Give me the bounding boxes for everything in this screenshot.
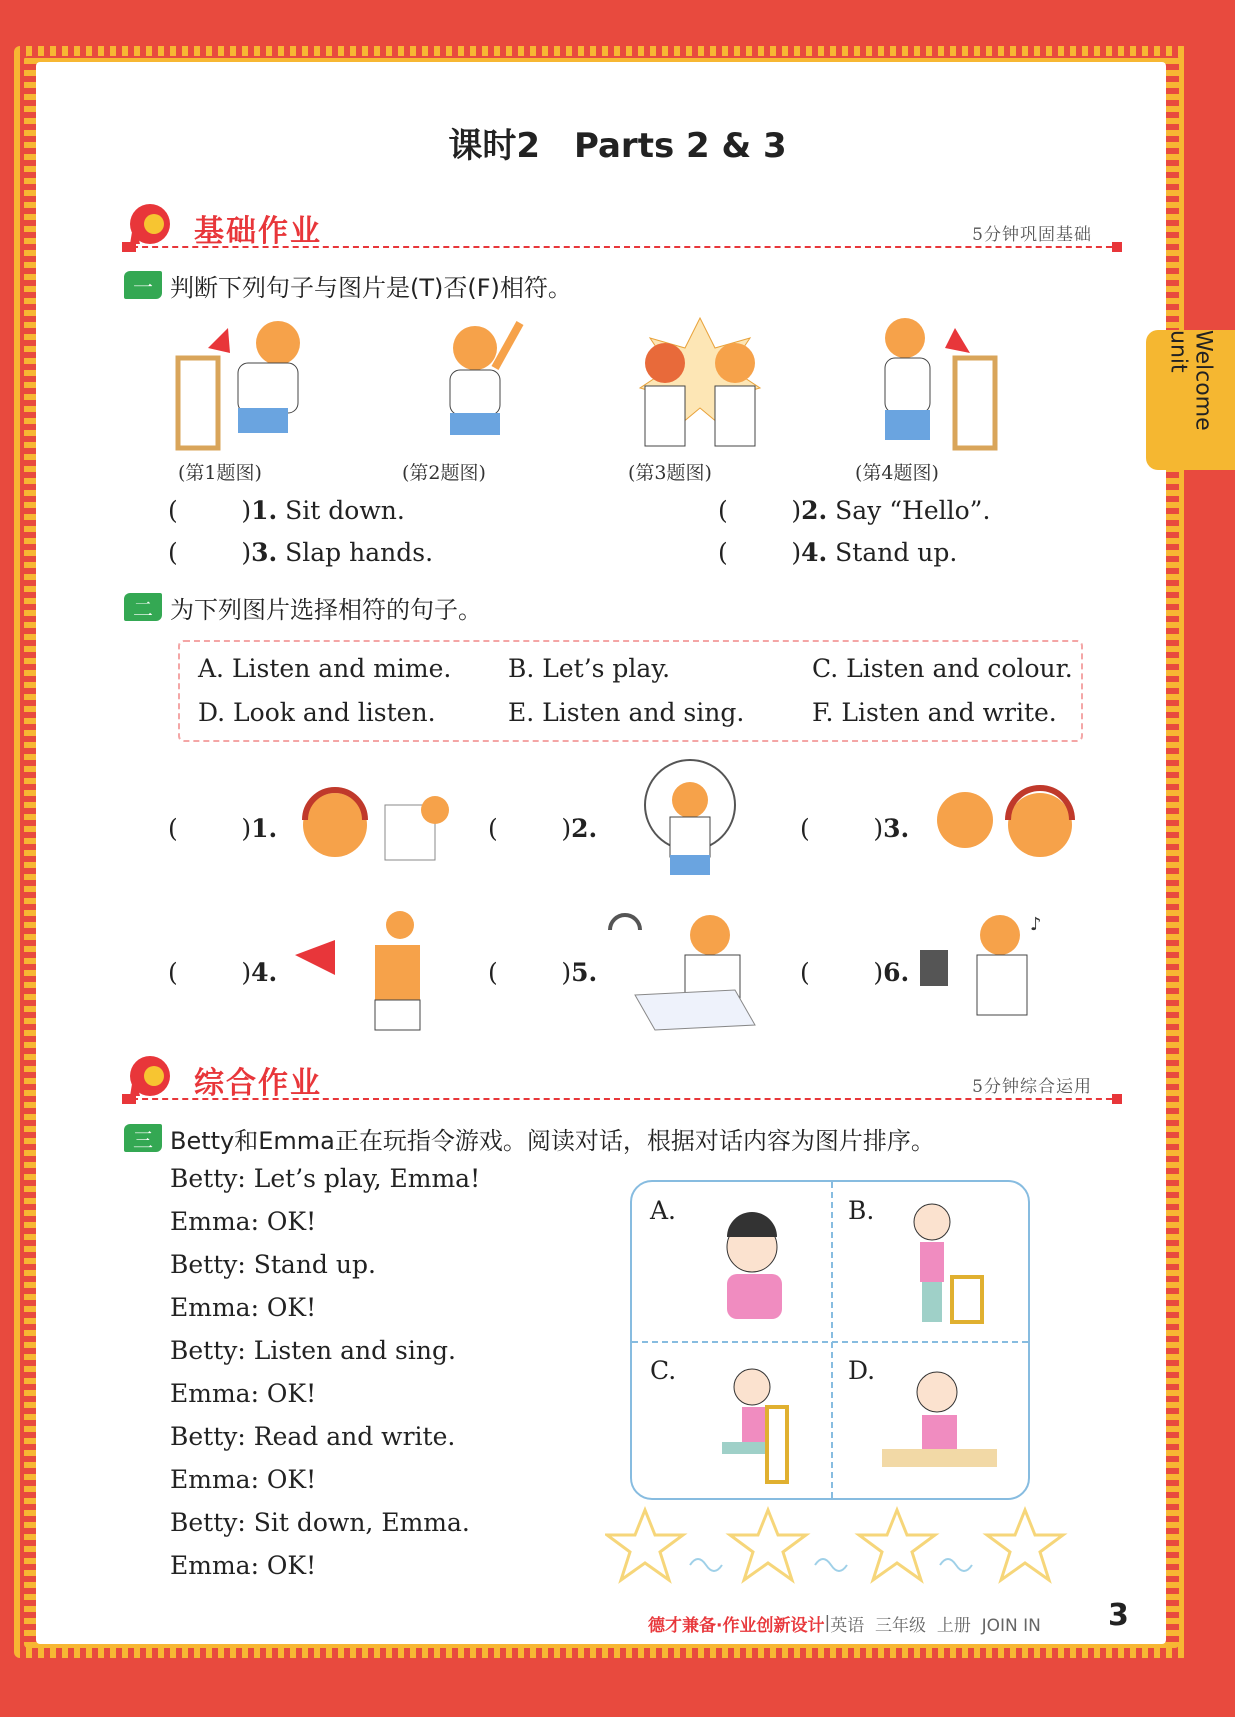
answer-blank[interactable]: ( ) xyxy=(718,496,802,525)
q1-heading xyxy=(124,268,572,302)
item-text: Sit down. xyxy=(277,496,405,525)
cell-label-a: A. xyxy=(650,1196,677,1225)
rule-end xyxy=(1112,242,1122,252)
footer-brand: 德才兼备·作业创新设计 xyxy=(648,1615,825,1636)
item-text: Say “Hello”. xyxy=(827,496,991,525)
cell-label-d: D. xyxy=(848,1356,876,1385)
dialog-line: Emma: OK! xyxy=(170,1465,317,1494)
item-number: 3. xyxy=(251,538,278,567)
q1-item-3 xyxy=(168,538,433,567)
dialog-line: Emma: OK! xyxy=(170,1293,317,1322)
girl-standing-image xyxy=(872,1197,1002,1327)
dialog-line: Betty: Let’s play, Emma! xyxy=(170,1164,481,1193)
q3-heading xyxy=(124,1121,935,1155)
q1-item-2 xyxy=(718,496,990,525)
girl-headphones-singing-image xyxy=(682,1202,812,1332)
rule-end xyxy=(1112,1094,1122,1104)
section-rule xyxy=(122,246,1122,248)
item-number: 2. xyxy=(571,814,598,843)
q1-item-1 xyxy=(168,496,405,525)
answer-blank[interactable]: ( ) xyxy=(168,496,252,525)
item-number: 2. xyxy=(801,496,828,525)
section-combined-header xyxy=(122,1052,1122,1102)
section-rule xyxy=(122,1098,1122,1100)
section-basic-header xyxy=(122,200,1122,250)
tiger-writing-image xyxy=(605,905,775,1035)
q1-item-4 xyxy=(718,538,957,567)
q1-caption-3: (第3题图) xyxy=(628,462,712,484)
q1-caption-2: (第2题图) xyxy=(402,462,486,484)
tiger-singing-speaker-image xyxy=(915,905,1085,1035)
item-number: 3. xyxy=(883,814,910,843)
dialog-line: Emma: OK! xyxy=(170,1379,317,1408)
item-text: Slap hands. xyxy=(277,538,434,567)
answer-blank[interactable]: ( ) xyxy=(168,814,252,843)
tigers-headphones-image xyxy=(920,770,1090,890)
answer-blank[interactable]: ( ) xyxy=(800,814,884,843)
answer-blank[interactable]: ( ) xyxy=(800,958,884,987)
dialog-line: Emma: OK! xyxy=(170,1207,317,1236)
footer xyxy=(648,1608,1041,1638)
dialog-line: Betty: Listen and sing. xyxy=(170,1336,456,1365)
option-c: C. Listen and colour. xyxy=(812,654,1073,683)
q2-item-1 xyxy=(168,814,277,843)
q1-picture-row xyxy=(150,300,1010,490)
item-number: 6. xyxy=(883,958,910,987)
section-combined-title: 综合作业 xyxy=(194,1066,322,1101)
section-basic-sub: 5分钟巩固基础 xyxy=(972,225,1092,245)
unit-tab-label: Welcome unit xyxy=(1165,330,1216,431)
dialog-line: Betty: Read and write. xyxy=(170,1422,456,1451)
decorative-stars xyxy=(605,1505,1075,1585)
q2-heading xyxy=(124,590,482,624)
q3-picture-grid xyxy=(630,1180,1030,1500)
rule-start xyxy=(122,242,136,252)
unit-tab xyxy=(1146,330,1235,470)
page-title: 课时2 Parts 2 & 3 xyxy=(448,126,787,166)
item-number: 1. xyxy=(251,814,278,843)
tigers-slap-hands-image xyxy=(620,308,780,468)
q2-instruction: 为下列图片选择相符的句子。 xyxy=(170,595,482,624)
option-e: E. Listen and sing. xyxy=(508,698,745,727)
q1-instruction: 判断下列句子与图片是(T)否(F)相符。 xyxy=(170,273,572,302)
answer-blank[interactable]: ( ) xyxy=(168,538,252,567)
answer-blank[interactable]: ( ) xyxy=(168,958,252,987)
tiger-jump-rope-image xyxy=(605,755,775,905)
option-b: B. Let’s play. xyxy=(508,654,671,683)
q2-item-4 xyxy=(168,958,277,987)
cell-label-b: B. xyxy=(848,1196,875,1225)
tiger-headphones-colouring-image xyxy=(290,770,460,890)
item-number: 1. xyxy=(251,496,278,525)
answer-blank[interactable]: ( ) xyxy=(718,538,802,567)
q1-caption-4: (第4题图) xyxy=(855,462,939,484)
footer-separator: | xyxy=(824,1613,831,1633)
q3-instruction: Betty和Emma正在玩指令游戏。阅读对话，根据对话内容为图片排序。 xyxy=(170,1126,935,1155)
grid-divider xyxy=(632,1341,1028,1343)
page-number: 3 xyxy=(1108,1598,1129,1633)
q2-number-badge: 二 xyxy=(124,593,162,621)
q3-number-badge: 三 xyxy=(124,1124,162,1152)
item-number: 4. xyxy=(801,538,828,567)
footer-book-info: 英语 三年级 上册 JOIN IN xyxy=(830,1615,1041,1636)
dialog-line: Emma: OK! xyxy=(170,1551,317,1580)
girl-sitting-image xyxy=(682,1357,812,1487)
section-combined-sub: 5分钟综合运用 xyxy=(972,1077,1092,1097)
tiger-sit-down-image xyxy=(168,308,328,468)
svg-text:♪: ♪ xyxy=(1030,914,1042,935)
dialog-line: Betty: Stand up. xyxy=(170,1250,376,1279)
cell-label-c: C. xyxy=(650,1356,677,1385)
q2-item-2 xyxy=(488,814,597,843)
section-basic-title: 基础作业 xyxy=(194,214,322,249)
rule-start xyxy=(122,1094,136,1104)
grid-divider xyxy=(831,1182,833,1498)
q1-number-badge: 一 xyxy=(124,271,162,299)
q2-options-box xyxy=(178,640,1083,742)
option-a: A. Listen and mime. xyxy=(198,654,452,683)
tiger-wave-image xyxy=(395,308,555,468)
item-number: 5. xyxy=(571,958,598,987)
dialog-line: Betty: Sit down, Emma. xyxy=(170,1508,470,1537)
tiger-megaphone-image xyxy=(290,905,460,1035)
q2-item-6 xyxy=(800,958,909,987)
q1-caption-1: (第1题图) xyxy=(178,462,262,484)
q2-item-5 xyxy=(488,958,597,987)
answer-blank[interactable]: ( ) xyxy=(488,958,572,987)
tiger-stand-up-image xyxy=(845,308,1005,468)
item-text: Stand up. xyxy=(827,538,958,567)
option-d: D. Look and listen. xyxy=(198,698,436,727)
answer-blank[interactable]: ( ) xyxy=(488,814,572,843)
girl-writing-image xyxy=(872,1357,1002,1487)
option-f: F. Listen and write. xyxy=(812,698,1057,727)
q2-item-3 xyxy=(800,814,909,843)
item-number: 4. xyxy=(251,958,278,987)
